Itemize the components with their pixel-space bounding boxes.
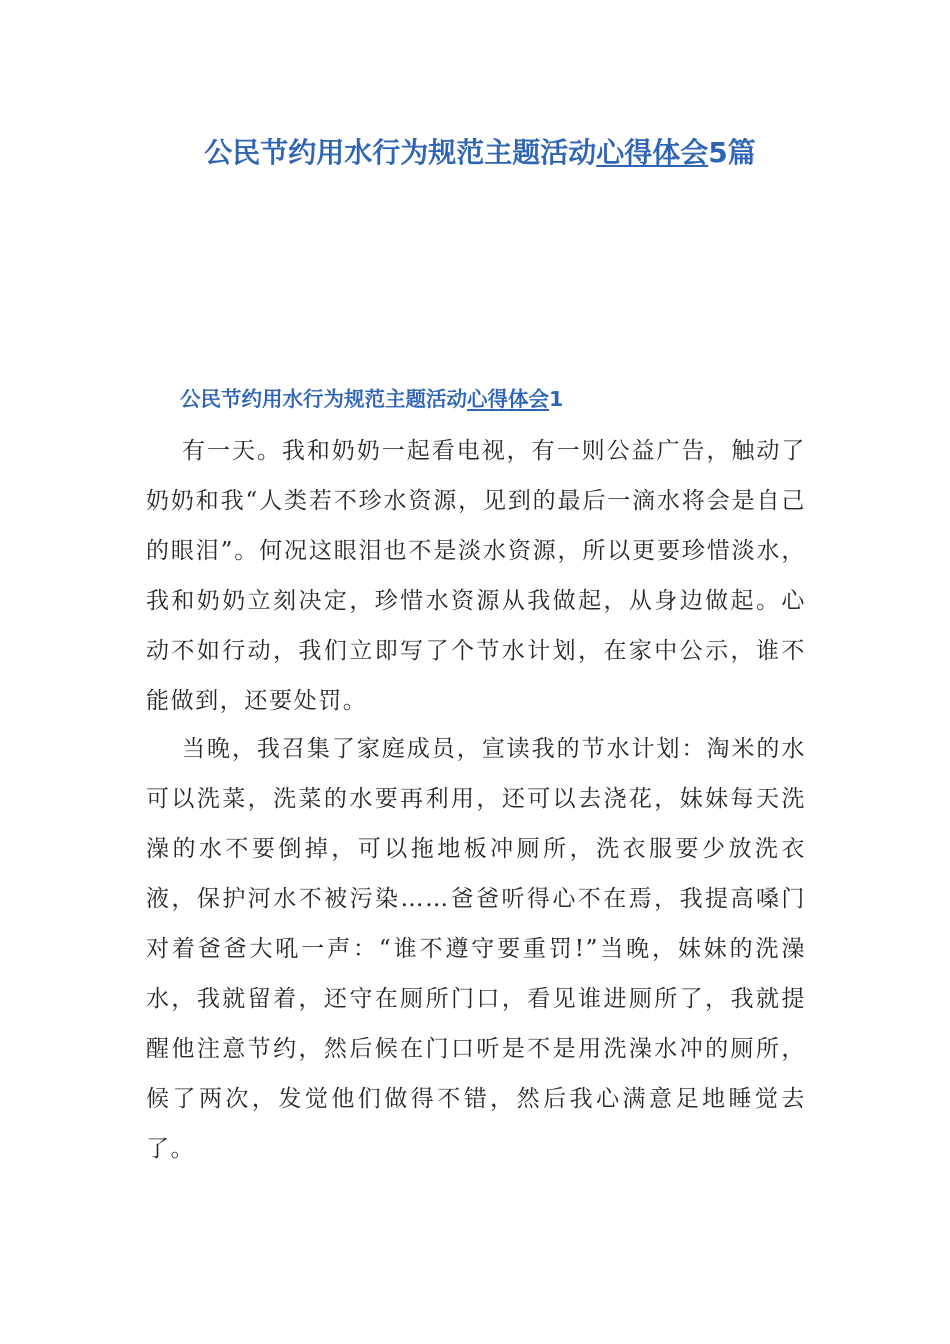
title-suffix: 5篇 xyxy=(708,136,756,169)
body-paragraph: 有一天。我和奶奶一起看电视，有一则公益广告，触动了奶奶和我“人类若不珍水资源，见到的最后一滴水将会是自己的眼泪”。何况这眼泪也不是淡水资源，所以更要珍惜淡水，我和奶奶立刻决定，珍惜水资源从我做起，从身边做起。心动不如行动，我们立即写了个节水计划，在家中公示，谁不能做到，还要处罚。 xyxy=(146,438,806,714)
section-heading-number: 1 xyxy=(549,387,564,411)
body-paragraph: 当晚，我召集了家庭成员，宣读我的节水计划：淘米的水可以洗菜，洗菜的水要再利用，还可以去浇花，妹妹每天洗澡的水不要倒掉，可以拖地板冲厕所，洗衣服要少放洗衣液，保护河水不被污染……爸爸听得心不在焉，我提高嗓门对着爸爸大吼一声：“谁不遵守要重罚!”当晚，妹妹的洗澡水，我就留着，还守在厕所门口，看见谁进厕所了，我就提醒他注意节约，然后候在门口听是不是用洗澡水冲的厕所，候了两次，发觉他们做得不错，然后我心满意足地睡觉去了。 xyxy=(146,736,806,1162)
section-heading-underlined-text: 心得体会 xyxy=(467,387,549,411)
title-underlined-text: 心得体会 xyxy=(596,136,709,169)
title-text: 公民节约用水行为规范主题活动 xyxy=(204,136,597,169)
document-title xyxy=(150,132,810,174)
section-heading xyxy=(180,382,800,416)
section-heading-text: 公民节约用水行为规范主题活动 xyxy=(180,387,467,411)
